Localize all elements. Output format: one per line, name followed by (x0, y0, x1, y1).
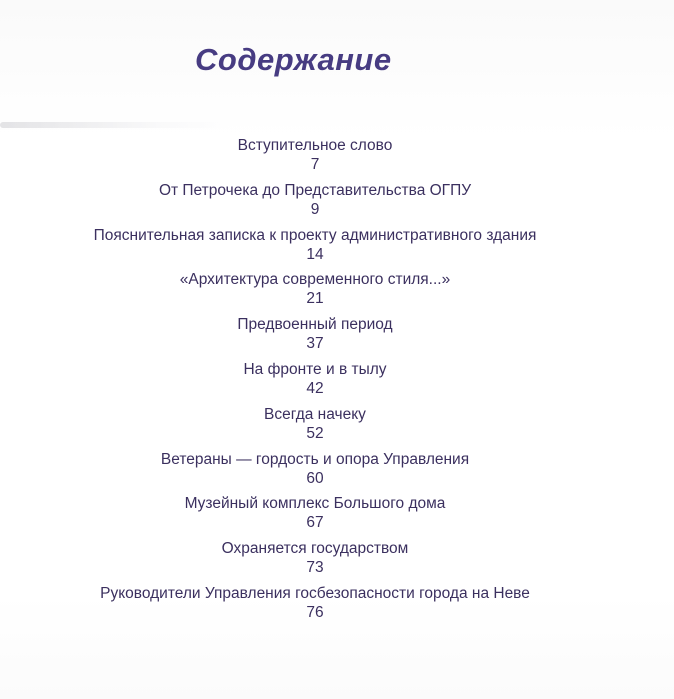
toc-entry-page: 14 (306, 245, 324, 263)
toc-entry-title: Предвоенный период (237, 316, 393, 334)
toc-entry[interactable] (0, 136, 652, 181)
toc-entry-title: Охраняется государством (221, 540, 409, 558)
toc-entry[interactable] (0, 494, 652, 539)
toc-entry-title: Руководители Управления госбезопасности города на Неве (100, 584, 530, 602)
toc-entry[interactable] (0, 181, 652, 226)
toc-entry-page: 37 (306, 335, 324, 353)
toc-entry-title: Ветераны — гордость и опора Управления (160, 450, 470, 468)
toc-entry-title: «Архитектура современного стиля...» (179, 271, 451, 289)
page-title: Содержание (195, 42, 392, 77)
toc-entry-page: 21 (306, 290, 324, 308)
toc-entry-title: Пояснительная записка к проекту административного здания (93, 226, 537, 244)
toc-entry-page: 7 (310, 156, 320, 173)
table-of-contents (0, 136, 674, 629)
toc-entry-page: 67 (306, 514, 324, 532)
toc-entry[interactable] (0, 226, 652, 271)
toc-entry[interactable] (0, 584, 652, 629)
toc-entry-page: 73 (306, 559, 324, 577)
toc-entry[interactable] (0, 450, 652, 495)
toc-entry[interactable] (0, 270, 652, 315)
toc-entry-title: На фронте и в тылу (243, 360, 387, 378)
toc-entry-title: Музейный комплекс Большого дома (184, 495, 446, 513)
toc-entry-title: От Петрочека до Представительства ОГПУ (158, 181, 472, 199)
toc-entry-page: 52 (306, 424, 324, 442)
toc-entry-page: 60 (306, 469, 324, 487)
toc-entry-title: Вступительное слово (237, 137, 393, 154)
scan-artifact (0, 122, 230, 128)
toc-entry-page: 42 (306, 379, 324, 397)
toc-entry-page: 76 (306, 603, 324, 621)
toc-entry[interactable] (0, 539, 652, 584)
toc-entry[interactable] (0, 405, 652, 450)
toc-entry[interactable] (0, 360, 652, 405)
toc-entry-title: Всегда начеку (264, 405, 366, 423)
toc-entry-page: 9 (310, 200, 320, 218)
toc-entry[interactable] (0, 315, 652, 360)
